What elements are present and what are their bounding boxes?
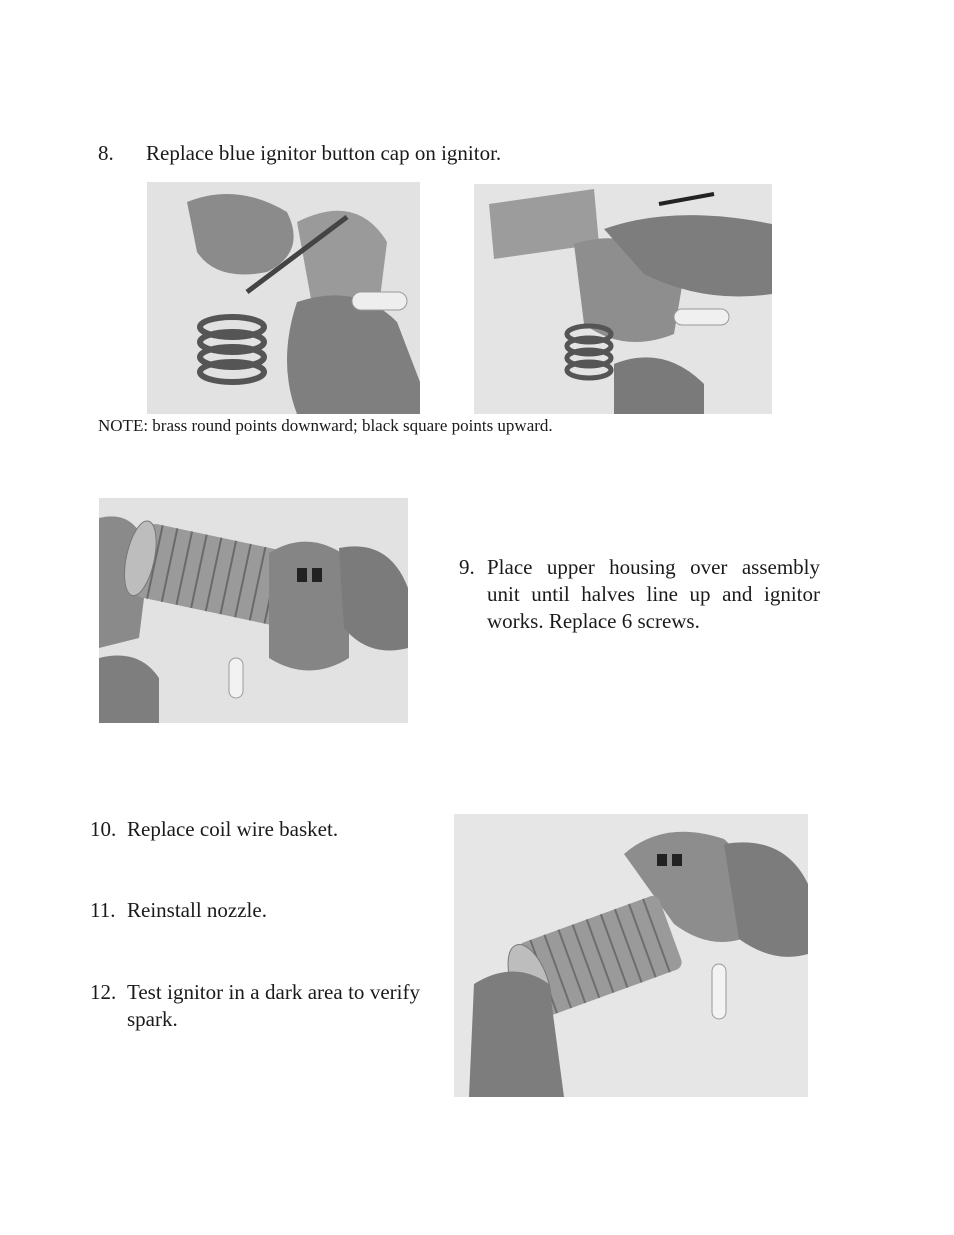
step-text: Replace coil wire basket. <box>127 817 339 841</box>
step-8 <box>98 140 798 167</box>
step8-photo-right <box>474 184 772 414</box>
step8-photo-left <box>147 182 420 414</box>
step-text: Place upper housing over assembly unit until halves line up and ignitor works. Replace 6 screws. <box>487 555 820 633</box>
step-number: 12. <box>90 980 117 1004</box>
step-10 <box>90 816 420 843</box>
step-number: 10. <box>90 817 117 841</box>
step-text: Reinstall nozzle. <box>127 898 267 922</box>
upper-housing-basket-photo <box>99 498 408 723</box>
step-number: 9. <box>459 555 475 579</box>
step-number: 11. <box>90 898 116 922</box>
step-text: Replace blue ignitor button cap on ignitor. <box>146 141 502 165</box>
step10-12-photo <box>454 814 808 1097</box>
step-9 <box>459 554 820 635</box>
ignitor-housing-assembly-photo <box>474 184 772 414</box>
step-11 <box>90 897 420 924</box>
ignitor-coil-assembly-photo <box>147 182 420 414</box>
step9-photo <box>99 498 408 723</box>
assembled-unit-photo <box>454 814 808 1097</box>
step-12 <box>90 979 420 1033</box>
step-number: 8. <box>98 141 114 165</box>
step-text: Test ignitor in a dark area to verify spark. <box>127 980 420 1031</box>
note: NOTE: brass round points downward; black square points upward. <box>98 416 553 435</box>
